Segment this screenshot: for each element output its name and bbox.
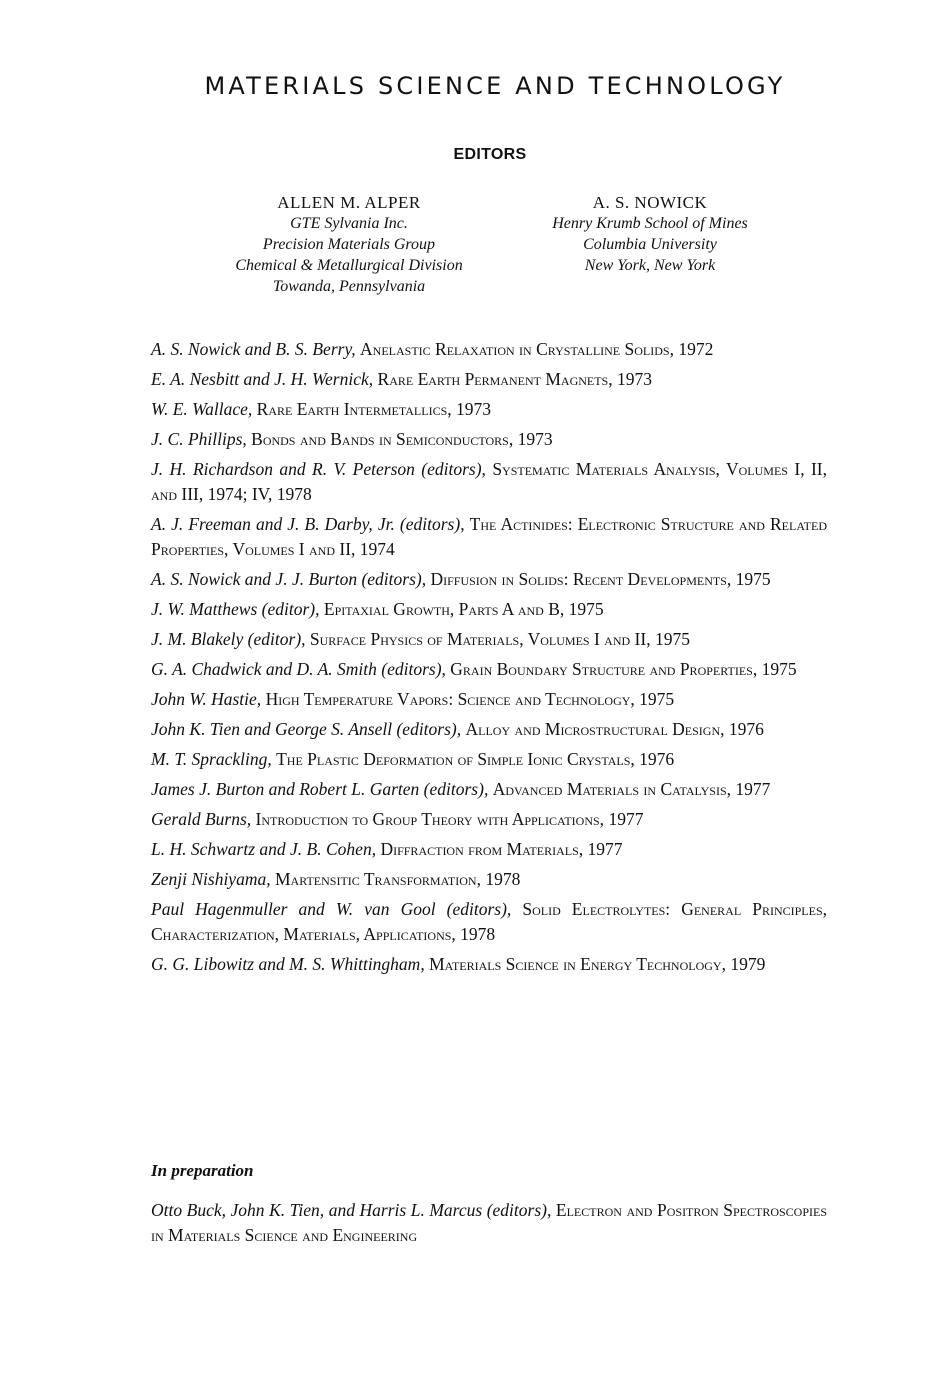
book-title: Diffraction from Materials, bbox=[380, 839, 584, 859]
book-authors: J. H. Richardson and R. V. Peterson (editors), bbox=[151, 459, 486, 479]
book-year: 1972 bbox=[678, 339, 714, 359]
book-title: Martensitic Transformation, bbox=[274, 869, 481, 889]
book-entry bbox=[151, 337, 827, 362]
book-authors: John W. Hastie, bbox=[151, 689, 262, 709]
book-entry bbox=[151, 897, 827, 947]
book-year: 1979 bbox=[730, 954, 766, 974]
book-year: 1977 bbox=[587, 839, 623, 859]
book-title: Systematic Materials Analysis, Volumes I, II, and III, bbox=[151, 459, 827, 504]
book-title: The Plastic Deformation of Simple Ionic Crystals, bbox=[276, 749, 635, 769]
book-year: 1973 bbox=[617, 369, 652, 389]
book-title: Bonds and Bands in Semiconductors, bbox=[251, 429, 514, 449]
book-year: 1976 bbox=[639, 749, 675, 769]
book-entry bbox=[151, 512, 827, 562]
editor-name: ALLEN M. ALPER bbox=[277, 193, 421, 212]
book-year: 1975 bbox=[761, 659, 797, 679]
book-authors: Gerald Burns, bbox=[151, 809, 252, 829]
book-title: Epitaxial Growth, Parts A and B, bbox=[323, 599, 565, 619]
book-authors: Zenji Nishiyama, bbox=[151, 869, 271, 889]
book-title: Advanced Materials in Catalysis, bbox=[492, 779, 732, 799]
editor-affiliation-line: GTE Sylvania Inc. bbox=[290, 215, 408, 232]
book-authors: James J. Burton and Robert L. Garten (editors), bbox=[151, 779, 489, 799]
book-title: Surface Physics of Materials, Volumes I and II, bbox=[309, 629, 651, 649]
book-entry bbox=[151, 627, 827, 652]
book-authors: Otto Buck, John K. Tien, and Harris L. Marcus (editors), bbox=[151, 1200, 552, 1220]
editor-affiliation-line: Columbia University bbox=[583, 236, 717, 253]
book-year: 1976 bbox=[728, 719, 764, 739]
book-title: Materials Science in Energy Technology, bbox=[429, 954, 726, 974]
book-title: Grain Boundary Structure and Properties, bbox=[450, 659, 758, 679]
published-books-list bbox=[151, 337, 827, 982]
book-entry bbox=[151, 807, 827, 832]
in-preparation-heading: In preparation bbox=[151, 1161, 254, 1180]
book-entry bbox=[151, 427, 827, 452]
book-year: 1974; IV, 1978 bbox=[207, 484, 312, 504]
book-authors: E. A. Nesbitt and J. H. Wernick, bbox=[151, 369, 374, 389]
book-authors: J. W. Matthews (editor), bbox=[151, 599, 320, 619]
book-title: Diffusion in Solids: Recent Developments, bbox=[430, 569, 732, 589]
book-authors: G. A. Chadwick and D. A. Smith (editors), bbox=[151, 659, 446, 679]
book-year: 1973 bbox=[517, 429, 553, 449]
editor-affiliation-line: Chemical & Metallurgical Division bbox=[235, 257, 463, 274]
book-authors: A. S. Nowick and B. S. Berry, bbox=[151, 339, 356, 359]
book-year: 1978 bbox=[485, 869, 521, 889]
book-year: 1977 bbox=[608, 809, 644, 829]
book-authors: J. C. Phillips, bbox=[151, 429, 247, 449]
book-year: 1974 bbox=[359, 539, 395, 559]
book-entry bbox=[151, 952, 827, 977]
book-entry bbox=[151, 867, 827, 892]
editor-affiliation-line: New York, New York bbox=[584, 257, 716, 274]
in-preparation-list bbox=[151, 1198, 827, 1253]
editors-heading: EDITORS bbox=[453, 146, 527, 163]
book-authors: Paul Hagenmuller and W. van Gool (editors), bbox=[151, 899, 512, 919]
book-authors: A. S. Nowick and J. J. Burton (editors), bbox=[151, 569, 427, 589]
book-title: High Temperature Vapors: Science and Technology, bbox=[265, 689, 635, 709]
book-entry bbox=[151, 567, 827, 592]
editor-affiliation-line: Henry Krumb School of Mines bbox=[552, 215, 748, 232]
book-authors: J. M. Blakely (editor), bbox=[151, 629, 306, 649]
editor-affiliation-line: Towanda, Pennsylvania bbox=[272, 278, 426, 295]
editor-block-alper bbox=[200, 192, 498, 297]
book-entry bbox=[151, 687, 827, 712]
book-entry bbox=[151, 597, 827, 622]
book-year: 1975 bbox=[639, 689, 675, 709]
book-year: 1975 bbox=[735, 569, 771, 589]
book-entry bbox=[151, 747, 827, 772]
book-entry bbox=[151, 657, 827, 682]
book-authors: John K. Tien and George S. Ansell (editors), bbox=[151, 719, 462, 739]
editor-name: A. S. NOWICK bbox=[592, 193, 708, 212]
book-year: 1978 bbox=[460, 924, 496, 944]
book-entry bbox=[151, 837, 827, 862]
book-entry bbox=[151, 397, 827, 422]
book-entry bbox=[151, 367, 827, 392]
book-authors: A. J. Freeman and J. B. Darby, Jr. (editors), bbox=[151, 514, 465, 534]
book-title: Introduction to Group Theory with Applications, bbox=[255, 809, 605, 829]
book-year: 1975 bbox=[568, 599, 604, 619]
book-authors: M. T. Sprackling, bbox=[151, 749, 272, 769]
series-title: MATERIALS SCIENCE AND TECHNOLOGY bbox=[204, 72, 786, 100]
book-title: Solid Electrolytes: General Principles, Characterization, Materials, Applications, bbox=[151, 899, 828, 944]
book-entry bbox=[151, 717, 827, 742]
book-title: Rare Earth Intermetallics, bbox=[256, 399, 452, 419]
book-title: Alloy and Microstructural Design, bbox=[465, 719, 725, 739]
editor-affiliation-line: Precision Materials Group bbox=[262, 236, 436, 253]
book-entry bbox=[151, 1198, 827, 1248]
book-year: 1977 bbox=[735, 779, 771, 799]
book-authors: W. E. Wallace, bbox=[151, 399, 253, 419]
book-year: 1973 bbox=[456, 399, 491, 419]
book-year: 1975 bbox=[654, 629, 690, 649]
book-authors: L. H. Schwartz and J. B. Cohen, bbox=[151, 839, 377, 859]
book-entry bbox=[151, 777, 827, 802]
book-title: Anelastic Relaxation in Crystalline Solids, bbox=[360, 339, 674, 359]
book-title: The Actinides: Electronic Structure and Related Properties, Volumes I and II, bbox=[151, 514, 827, 559]
editor-block-nowick bbox=[520, 192, 780, 276]
book-authors: G. G. Libowitz and M. S. Whittingham, bbox=[151, 954, 425, 974]
book-title: Rare Earth Permanent Magnets, bbox=[377, 369, 613, 389]
book-title: Electron and Positron Spectroscopies in Materials Science and Engineering bbox=[151, 1200, 828, 1245]
book-entry bbox=[151, 457, 827, 507]
